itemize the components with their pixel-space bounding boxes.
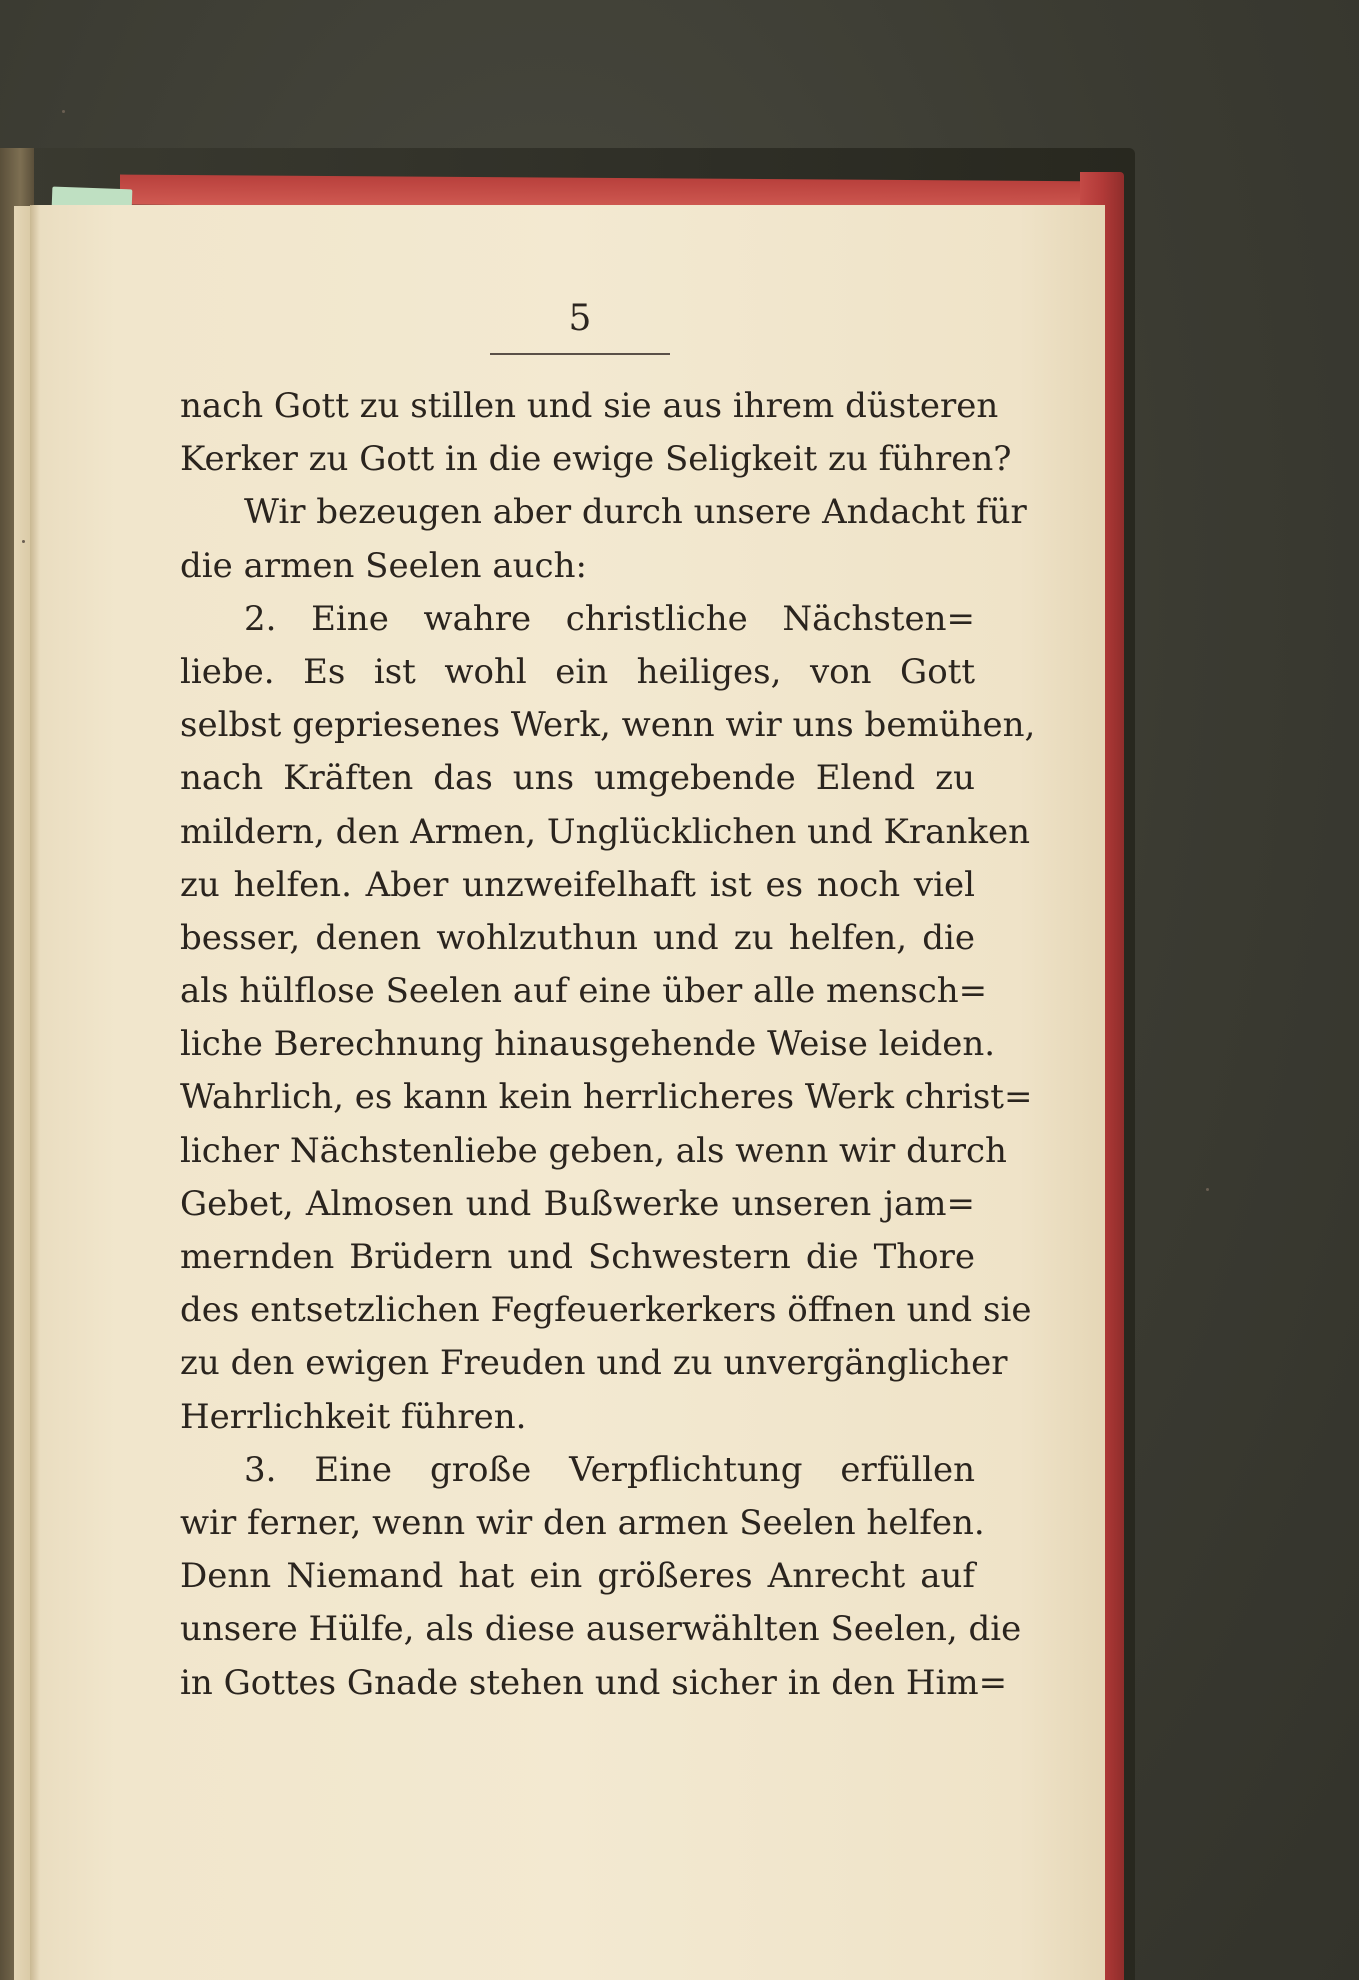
text-line: zu den ewigen Freuden und zu unvergänglicher: [180, 1343, 1008, 1384]
text-line: licher Nächstenliebe geben, als wenn wir durch: [180, 1130, 1007, 1171]
text-line: liche Berechnung hinausgehende Weise leiden.: [180, 1024, 996, 1065]
dust-speck: [1206, 1188, 1209, 1191]
text-line: liebe. Es ist wohl ein heiliges, von Gott: [180, 651, 975, 692]
text-line: nach Kräften das uns umgebende Elend zu: [180, 758, 975, 799]
text-line: unsere Hülfe, als diese auserwählten Seelen, die: [180, 1609, 1022, 1650]
page-gutter-shadow: [30, 205, 40, 1980]
section-heading-line: 3. Eine große Verpflichtung erfüllen: [244, 1449, 975, 1490]
text-line: des entsetzlichen Fegfeuerkerkers öffnen und sie: [180, 1290, 1032, 1331]
text-line: wir ferner, wenn wir den armen Seelen helfen.: [180, 1502, 985, 1543]
text-line: Gebet, Almosen und Bußwerke unseren jam=: [180, 1183, 975, 1224]
text-line: als hülflose Seelen auf eine über alle mensch=: [180, 971, 988, 1012]
text-line: besser, denen wohlzuthun und zu helfen, die: [180, 917, 975, 958]
text-line: Kerker zu Gott in die ewige Seligkeit zu führen?: [180, 439, 1012, 480]
text-line: selbst gepriesenes Werk, wenn wir uns bemühen,: [180, 705, 1036, 746]
text-line: mildern, den Armen, Unglücklichen und Kranken: [180, 811, 1030, 852]
dust-speck: [62, 110, 65, 113]
text-line: Denn Niemand hat ein größeres Anrecht auf: [180, 1556, 975, 1597]
body-text: [180, 380, 1036, 1710]
dust-speck: [22, 540, 25, 543]
text-line: Wir bezeugen aber durch unsere Andacht für: [244, 492, 1027, 533]
text-line: die armen Seelen auch:: [180, 545, 587, 586]
text-line: Herrlichkeit führen.: [180, 1396, 527, 1437]
text-line: in Gottes Gnade stehen und sicher in den Him=: [180, 1662, 1008, 1703]
section-heading-line: 2. Eine wahre christliche Nächsten=: [244, 598, 975, 639]
page-number: 5: [568, 298, 592, 339]
text-line: Wahrlich, es kann kein herrlicheres Werk christ=: [180, 1077, 1033, 1118]
text-line: nach Gott zu stillen und sie aus ihrem düsteren: [180, 386, 999, 426]
text-line: mernden Brüdern und Schwestern die Thore: [180, 1237, 975, 1277]
text-line: zu helfen. Aber unzweifelhaft ist es noch viel: [180, 864, 975, 905]
header-rule: [490, 353, 670, 355]
